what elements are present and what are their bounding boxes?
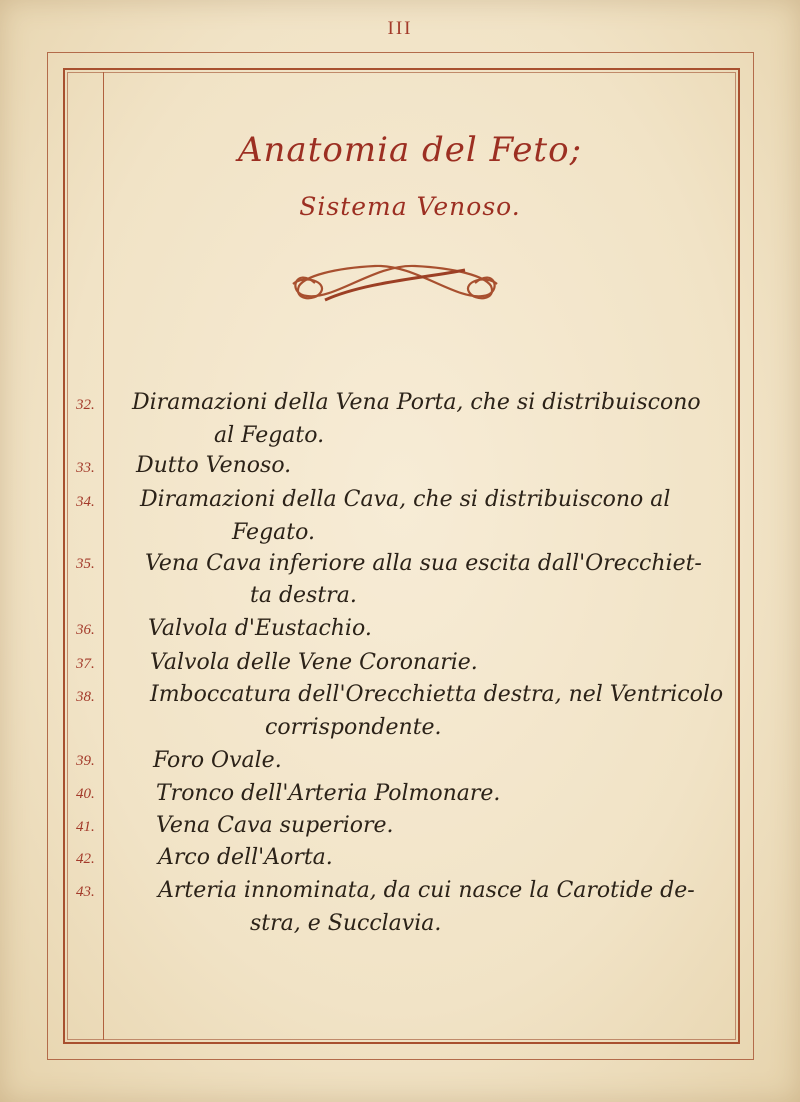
margin-rule [103,72,104,1040]
entry-number: 35. [76,556,95,572]
entry-text: Valvola d'Eustachio. [148,616,372,641]
entry-number: 42. [76,851,95,867]
entry-number: 40. [76,786,95,802]
entry-number: 37. [76,656,95,672]
entry-number: 33. [76,460,95,476]
page-title: Anatomia del Feto; [237,130,583,170]
entry-text: Dutto Venoso. [136,453,292,478]
entry-text: Foro Ovale. [153,748,282,773]
entry-text-continuation: al Fegato. [214,423,325,448]
entry-text-continuation: corrispondente. [265,715,442,740]
entry-text: Valvola delle Vene Coronarie. [150,650,478,675]
calligraphic-flourish-ornament [285,256,505,310]
entry-text: Arteria innominata, da cui nasce la Carotide de- [158,878,695,903]
entry-number: 41. [76,819,95,835]
entry-number: 43. [76,884,95,900]
entry-number: 32. [76,397,95,413]
entry-text-continuation: Fegato. [232,520,315,545]
entry-text-continuation: ta destra. [250,583,357,608]
page-subtitle: Sistema Venoso. [299,192,521,221]
page-number: III [387,18,413,39]
entry-number: 36. [76,622,95,638]
entry-text: Diramazioni della Cava, che si distribuiscono al [140,487,671,512]
entry-text: Diramazioni della Vena Porta, che si distribuiscono [132,390,701,415]
entry-text: Vena Cava inferiore alla sua escita dall'Orecchiet- [145,551,702,576]
entry-text: Vena Cava superiore. [156,813,394,838]
entry-text-continuation: stra, e Succlavia. [250,911,442,936]
entry-number: 39. [76,753,95,769]
entry-text: Arco dell'Aorta. [158,845,333,870]
entry-number: 38. [76,689,95,705]
entry-number: 34. [76,494,95,510]
entry-text: Tronco dell'Arteria Polmonare. [156,781,501,806]
entry-text: Imboccatura dell'Orecchietta destra, nel Ventricolo [150,682,724,707]
